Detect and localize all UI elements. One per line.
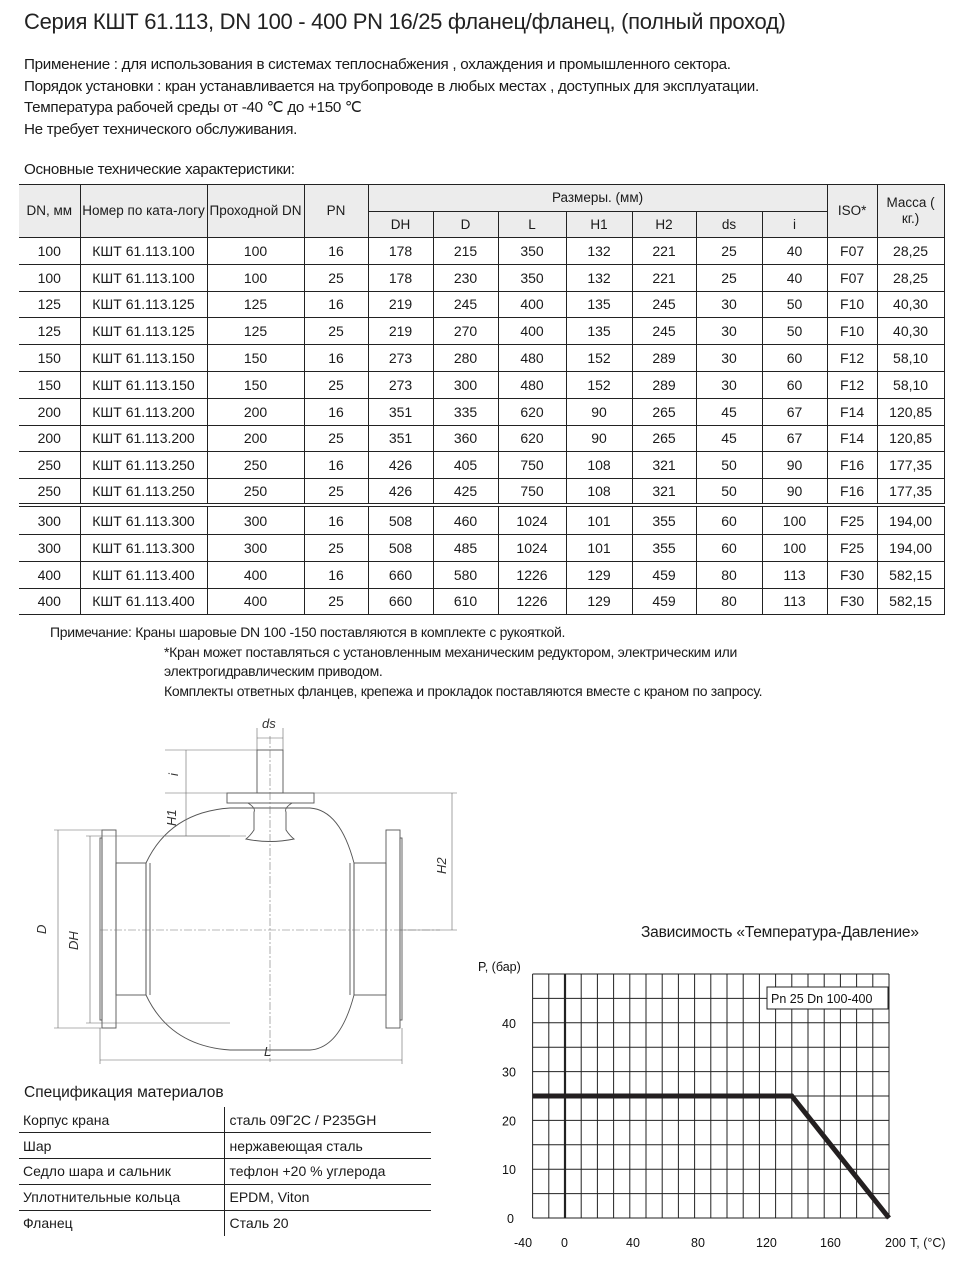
cell-ds: 30: [696, 318, 762, 345]
cell-iso: F14: [827, 425, 877, 452]
cell-l: 480: [498, 345, 566, 372]
cell-catalog: КШТ 61.113.200: [80, 425, 207, 452]
cell-dh: 351: [368, 425, 433, 452]
cell-d: 300: [433, 371, 498, 398]
cell-iso: F12: [827, 371, 877, 398]
materials-row: [19, 1210, 431, 1236]
valve-drawing: [20, 712, 480, 1072]
intro-text: [24, 54, 759, 140]
chart-y-tick: 40: [502, 1016, 516, 1031]
cell-dn: 200: [19, 398, 80, 425]
table-row: [19, 345, 944, 372]
cell-h2: 459: [632, 561, 696, 588]
cell-h1: 152: [566, 345, 632, 372]
cell-pass-dn: 150: [207, 345, 304, 372]
chart-x-tick: 120: [756, 1236, 777, 1250]
materials-title: Спецификация материалов: [24, 1084, 224, 1101]
cell-i: 113: [762, 588, 827, 615]
chart-ticks: [502, 1017, 906, 1250]
cell-mass: 582,15: [877, 561, 944, 588]
cell-h2: 245: [632, 291, 696, 318]
cell-ds: 25: [696, 238, 762, 265]
cell-pn: 25: [304, 534, 368, 561]
cell-d: 280: [433, 345, 498, 372]
material-value: нержавеющая сталь: [224, 1133, 431, 1159]
cell-dn: 125: [19, 318, 80, 345]
cell-pn: 25: [304, 479, 368, 506]
cell-h1: 129: [566, 561, 632, 588]
intro-application: Применение : для использования в системах теплоснабжения , охлаждения и промышленного сектора.: [24, 56, 731, 73]
cell-catalog: КШТ 61.113.150: [80, 345, 207, 372]
cell-iso: F07: [827, 238, 877, 265]
header-pn: PN: [304, 185, 368, 238]
cell-l: 350: [498, 264, 566, 291]
header-dn: DN, мм: [19, 185, 80, 238]
cell-mass: 40,30: [877, 318, 944, 345]
material-value: Сталь 20: [224, 1210, 431, 1236]
cell-iso: F10: [827, 318, 877, 345]
cell-dn: 300: [19, 505, 80, 534]
cell-h1: 101: [566, 534, 632, 561]
header-h2: H2: [632, 212, 696, 238]
table-row: [19, 318, 944, 345]
materials-row: [19, 1184, 431, 1210]
table-row: [19, 505, 944, 534]
cell-h1: 132: [566, 238, 632, 265]
cell-dh: 219: [368, 291, 433, 318]
cell-ds: 45: [696, 425, 762, 452]
cell-pn: 16: [304, 505, 368, 534]
cell-dh: 426: [368, 452, 433, 479]
cell-d: 460: [433, 505, 498, 534]
note-flanges: Комплекты ответных фланцев, крепежа и прокладок поставляются вместе с краном по запросу.: [164, 682, 763, 699]
cell-mass: 40,30: [877, 291, 944, 318]
cell-pass-dn: 400: [207, 588, 304, 615]
cell-dh: 273: [368, 345, 433, 372]
cell-ds: 30: [696, 345, 762, 372]
cell-mass: 194,00: [877, 505, 944, 534]
cell-h1: 90: [566, 425, 632, 452]
dim-label-d: D: [34, 924, 49, 934]
cell-l: 1226: [498, 561, 566, 588]
cell-ds: 80: [696, 561, 762, 588]
note-actuator-cont: электрогидравлическим приводом.: [164, 663, 383, 679]
note-handle: Примечание: Краны шаровые DN 100 -150 поставляются в комплекте с рукояткой.: [50, 624, 566, 640]
cell-d: 270: [433, 318, 498, 345]
cell-catalog: КШТ 61.113.100: [80, 264, 207, 291]
material-part: Седло шара и сальник: [19, 1159, 224, 1185]
cell-h1: 101: [566, 505, 632, 534]
header-dh: DH: [368, 212, 433, 238]
cell-pass-dn: 300: [207, 534, 304, 561]
cell-h1: 129: [566, 588, 632, 615]
cell-mass: 177,35: [877, 479, 944, 506]
cell-h1: 90: [566, 398, 632, 425]
chart-title: Зависимость «Температура-Давление»: [641, 924, 919, 941]
cell-dh: 178: [368, 238, 433, 265]
header-d: D: [433, 212, 498, 238]
cell-ds: 60: [696, 505, 762, 534]
cell-l: 620: [498, 425, 566, 452]
cell-h2: 221: [632, 238, 696, 265]
cell-dn: 100: [19, 264, 80, 291]
cell-l: 400: [498, 291, 566, 318]
cell-iso: F12: [827, 345, 877, 372]
cell-mass: 58,10: [877, 371, 944, 398]
material-part: Корпус крана: [19, 1107, 224, 1133]
cell-dn: 400: [19, 588, 80, 615]
cell-mass: 582,15: [877, 588, 944, 615]
cell-i: 113: [762, 561, 827, 588]
material-value: EPDM, Viton: [224, 1184, 431, 1210]
cell-iso: F14: [827, 398, 877, 425]
cell-h2: 265: [632, 425, 696, 452]
cell-pn: 16: [304, 345, 368, 372]
specs-label: Основные технические характеристики:: [24, 161, 295, 178]
cell-iso: F25: [827, 505, 877, 534]
cell-pn: 25: [304, 588, 368, 615]
cell-d: 360: [433, 425, 498, 452]
cell-i: 40: [762, 264, 827, 291]
cell-h2: 289: [632, 345, 696, 372]
cell-catalog: КШТ 61.113.250: [80, 452, 207, 479]
cell-dn: 150: [19, 345, 80, 372]
cell-i: 90: [762, 452, 827, 479]
cell-h2: 221: [632, 264, 696, 291]
cell-ds: 45: [696, 398, 762, 425]
cell-mass: 177,35: [877, 452, 944, 479]
header-iso: ISO*: [827, 185, 877, 238]
cell-pn: 25: [304, 425, 368, 452]
header-i: i: [762, 212, 827, 238]
chart-x-tick: 0: [561, 1236, 568, 1250]
cell-pn: 16: [304, 398, 368, 425]
dim-label-ds: ds: [262, 716, 276, 731]
cell-dn: 250: [19, 479, 80, 506]
table-row: [19, 398, 944, 425]
chart-x-tick: 160: [820, 1236, 841, 1250]
cell-pn: 16: [304, 452, 368, 479]
cell-ds: 30: [696, 371, 762, 398]
cell-i: 67: [762, 425, 827, 452]
cell-dn: 200: [19, 425, 80, 452]
cell-h1: 152: [566, 371, 632, 398]
cell-l: 620: [498, 398, 566, 425]
table-row: [19, 371, 944, 398]
cell-i: 67: [762, 398, 827, 425]
chart-y-tick: 0: [507, 1212, 514, 1226]
dim-label-h2: H2: [434, 857, 449, 874]
specs-table-body: [19, 238, 944, 615]
cell-l: 1024: [498, 505, 566, 534]
cell-dn: 150: [19, 371, 80, 398]
table-row: [19, 425, 944, 452]
cell-ds: 60: [696, 534, 762, 561]
cell-catalog: КШТ 61.113.150: [80, 371, 207, 398]
cell-catalog: КШТ 61.113.200: [80, 398, 207, 425]
cell-iso: F25: [827, 534, 877, 561]
table-row: [19, 479, 944, 506]
cell-d: 610: [433, 588, 498, 615]
chart-x-axis-label: T, (°C): [910, 1236, 946, 1250]
cell-h2: 321: [632, 452, 696, 479]
cell-i: 50: [762, 291, 827, 318]
cell-d: 245: [433, 291, 498, 318]
materials-row: [19, 1133, 431, 1159]
cell-pass-dn: 125: [207, 291, 304, 318]
header-h1: H1: [566, 212, 632, 238]
cell-pn: 16: [304, 238, 368, 265]
header-catalog: Номер по ката-логу: [80, 185, 207, 238]
intro-installation: Порядок установки : кран устанавливается на трубопроводе в любых местах , доступных для эксплуатации.: [24, 77, 759, 95]
materials-table: [19, 1107, 431, 1236]
cell-h1: 108: [566, 452, 632, 479]
page-title: Серия КШТ 61.113, DN 100 - 400 PN 16/25 фланец/фланец, (полный проход): [24, 9, 786, 34]
note-actuator: *Кран может поставляться с установленным механическим редуктором, электрическим или: [164, 643, 737, 660]
dim-label-h1: H1: [164, 809, 179, 826]
cell-mass: 28,25: [877, 264, 944, 291]
cell-l: 350: [498, 238, 566, 265]
cell-d: 335: [433, 398, 498, 425]
cell-d: 485: [433, 534, 498, 561]
cell-pass-dn: 100: [207, 264, 304, 291]
cell-pass-dn: 400: [207, 561, 304, 588]
table-row: [19, 264, 944, 291]
cell-pass-dn: 100: [207, 238, 304, 265]
cell-h2: 265: [632, 398, 696, 425]
cell-d: 215: [433, 238, 498, 265]
cell-ds: 30: [696, 291, 762, 318]
intro-temperature: Температура рабочей среды от -40 ℃ до +150 ℃: [24, 99, 362, 116]
cell-mass: 28,25: [877, 238, 944, 265]
cell-dh: 426: [368, 479, 433, 506]
cell-ds: 25: [696, 264, 762, 291]
specs-table: [19, 184, 945, 615]
cell-dn: 100: [19, 238, 80, 265]
dim-label-i: i: [166, 773, 181, 776]
cell-pn: 25: [304, 318, 368, 345]
cell-pass-dn: 125: [207, 318, 304, 345]
materials-row: [19, 1107, 431, 1133]
dim-label-dh: DH: [66, 931, 81, 950]
material-value: тефлон +20 % углерода: [224, 1159, 431, 1185]
cell-iso: F16: [827, 479, 877, 506]
chart-x-tick: 40: [626, 1236, 640, 1250]
cell-catalog: КШТ 61.113.250: [80, 479, 207, 506]
cell-d: 230: [433, 264, 498, 291]
cell-dn: 300: [19, 534, 80, 561]
cell-ds: 50: [696, 452, 762, 479]
chart-y-tick: 20: [502, 1114, 516, 1129]
cell-pn: 16: [304, 561, 368, 588]
chart-y-axis-label: P, (бар): [478, 960, 521, 974]
cell-h1: 132: [566, 264, 632, 291]
cell-pass-dn: 200: [207, 398, 304, 425]
cell-catalog: КШТ 61.113.100: [80, 238, 207, 265]
cell-dh: 660: [368, 588, 433, 615]
cell-pass-dn: 250: [207, 452, 304, 479]
cell-dh: 219: [368, 318, 433, 345]
cell-h2: 355: [632, 505, 696, 534]
cell-i: 90: [762, 479, 827, 506]
table-row: [19, 238, 944, 265]
header-l: L: [498, 212, 566, 238]
cell-i: 100: [762, 534, 827, 561]
header-ds: ds: [696, 212, 762, 238]
cell-l: 750: [498, 479, 566, 506]
cell-i: 60: [762, 371, 827, 398]
cell-dh: 508: [368, 534, 433, 561]
cell-catalog: КШТ 61.113.400: [80, 588, 207, 615]
table-row: [19, 534, 944, 561]
chart-y-tick: 30: [502, 1065, 516, 1080]
chart-x-tick: 80: [691, 1236, 705, 1250]
cell-dh: 351: [368, 398, 433, 425]
cell-iso: F30: [827, 588, 877, 615]
cell-pass-dn: 250: [207, 479, 304, 506]
cell-dh: 508: [368, 505, 433, 534]
material-value: сталь 09Г2С / P235GH: [224, 1107, 431, 1133]
cell-h2: 321: [632, 479, 696, 506]
cell-ds: 50: [696, 479, 762, 506]
pressure-temperature-chart: [470, 950, 960, 1260]
intro-maintenance: Не требует технического обслуживания.: [24, 120, 298, 138]
cell-h2: 459: [632, 588, 696, 615]
cell-d: 425: [433, 479, 498, 506]
cell-l: 750: [498, 452, 566, 479]
cell-ds: 80: [696, 588, 762, 615]
materials-row: [19, 1159, 431, 1185]
cell-pn: 25: [304, 264, 368, 291]
chart-legend-label: Pn 25 Dn 100-400: [771, 992, 873, 1006]
cell-l: 480: [498, 371, 566, 398]
dim-label-l: L: [264, 1044, 272, 1059]
material-part: Уплотнительные кольца: [19, 1184, 224, 1210]
cell-i: 100: [762, 505, 827, 534]
cell-pass-dn: 150: [207, 371, 304, 398]
cell-h2: 355: [632, 534, 696, 561]
cell-catalog: КШТ 61.113.400: [80, 561, 207, 588]
cell-iso: F16: [827, 452, 877, 479]
cell-mass: 120,85: [877, 398, 944, 425]
cell-l: 1024: [498, 534, 566, 561]
materials-table-body: [19, 1107, 431, 1236]
cell-d: 405: [433, 452, 498, 479]
table-row: [19, 291, 944, 318]
cell-i: 60: [762, 345, 827, 372]
material-part: Фланец: [23, 1215, 73, 1232]
cell-iso: F30: [827, 561, 877, 588]
cell-catalog: КШТ 61.113.125: [80, 318, 207, 345]
cell-dh: 273: [368, 371, 433, 398]
cell-h1: 135: [566, 291, 632, 318]
table-row: [19, 452, 944, 479]
header-mass: Масса ( кг.): [877, 185, 944, 238]
cell-pn: 16: [304, 291, 368, 318]
cell-i: 40: [762, 238, 827, 265]
cell-dh: 660: [368, 561, 433, 588]
material-part: Шар: [19, 1133, 224, 1159]
table-row: [19, 588, 944, 615]
cell-catalog: КШТ 61.113.125: [80, 291, 207, 318]
cell-mass: 194,00: [877, 534, 944, 561]
cell-h1: 135: [566, 318, 632, 345]
chart-y-tick: 10: [502, 1163, 516, 1178]
cell-h2: 289: [632, 371, 696, 398]
chart-x-tick: -40: [514, 1236, 533, 1250]
table-row: [19, 561, 944, 588]
cell-h1: 108: [566, 479, 632, 506]
cell-l: 400: [498, 318, 566, 345]
cell-dn: 250: [19, 452, 80, 479]
cell-catalog: КШТ 61.113.300: [80, 534, 207, 561]
cell-pass-dn: 300: [207, 505, 304, 534]
header-pass-dn: Проходной DN: [207, 185, 304, 238]
cell-iso: F07: [827, 264, 877, 291]
cell-mass: 120,85: [877, 425, 944, 452]
cell-h2: 245: [632, 318, 696, 345]
cell-dn: 125: [19, 291, 80, 318]
notes: [50, 623, 762, 701]
cell-pass-dn: 200: [207, 425, 304, 452]
chart-x-tick: 200: [885, 1236, 906, 1250]
cell-dn: 400: [19, 561, 80, 588]
cell-iso: F10: [827, 291, 877, 318]
cell-l: 1226: [498, 588, 566, 615]
cell-catalog: КШТ 61.113.300: [80, 505, 207, 534]
header-dimensions: Размеры. (мм): [368, 185, 827, 212]
cell-i: 50: [762, 318, 827, 345]
cell-pn: 25: [304, 371, 368, 398]
cell-d: 580: [433, 561, 498, 588]
cell-mass: 58,10: [877, 345, 944, 372]
cell-dh: 178: [368, 264, 433, 291]
